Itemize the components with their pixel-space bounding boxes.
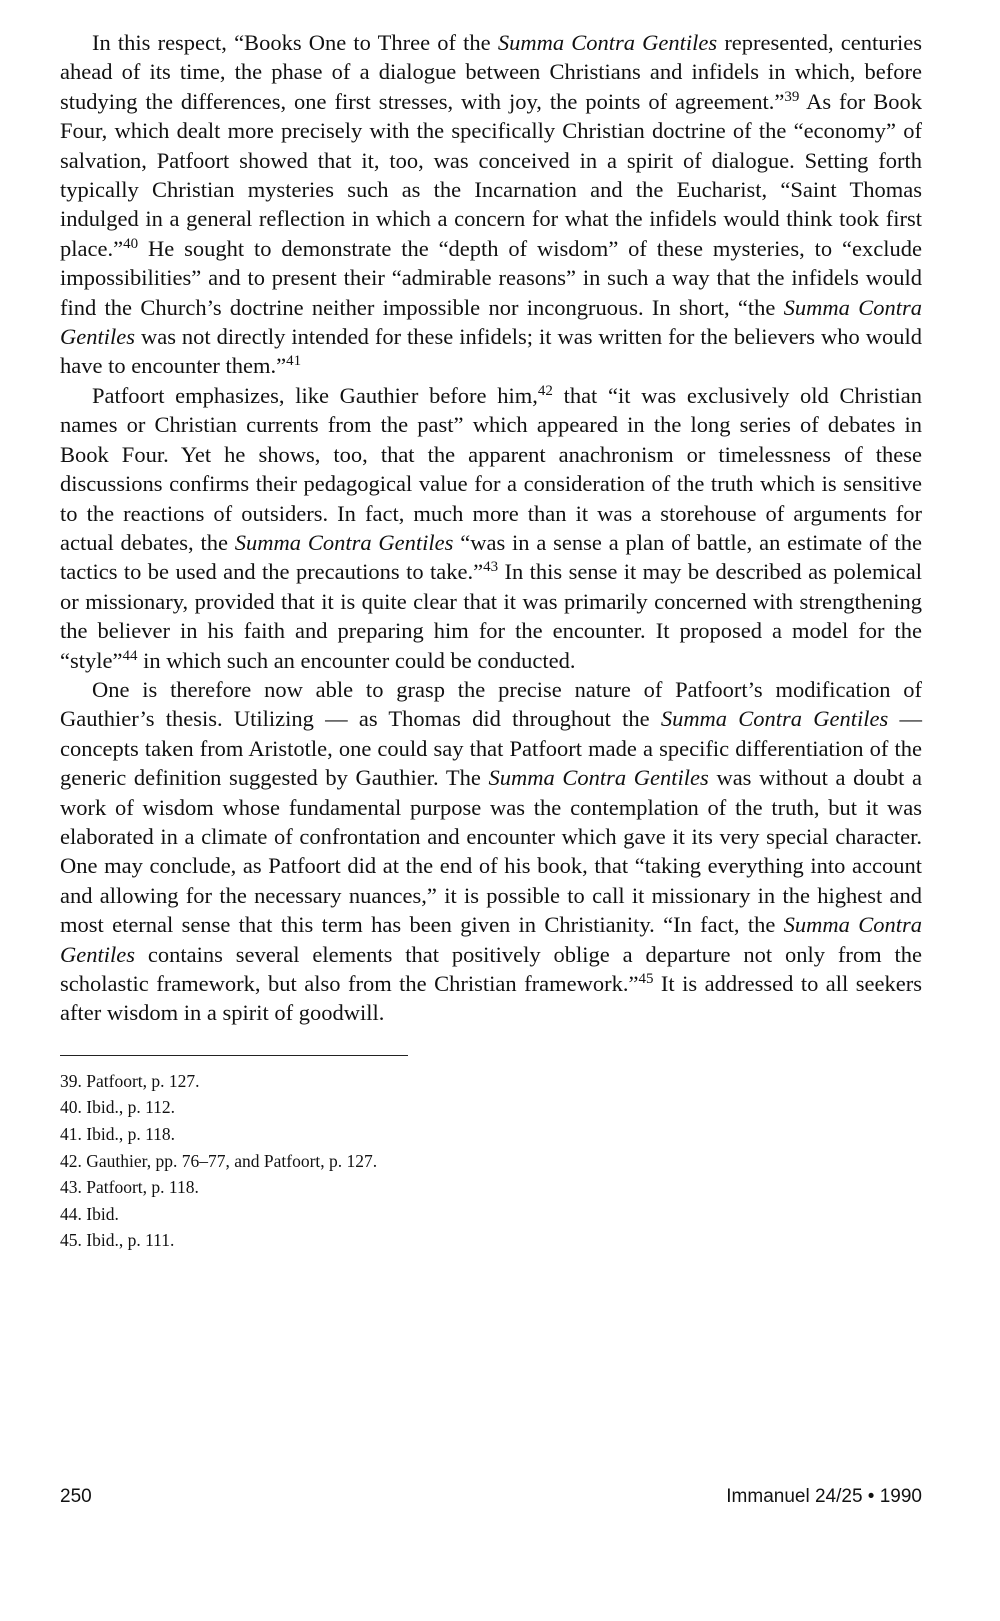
footnote-ref: 44 [122,647,138,664]
footnote-ref: 45 [638,971,654,987]
footnotes [60,1068,922,1254]
text-run: that “it was exclusively old Christian names or Christian currents from the past” which appeared in the long series of debates in Book Four. Yet he shows, too, that the apparent anachronism or timelessness of these discussions confirms their pedagogical value for a consideration of the truth which is sensitive to the reactions of outsiders. In fact, much more than it was a storehouse of arguments for actual debates, the [60,382,923,555]
footnote-ref: 41 [286,353,302,370]
text-run: As for Book Four, which dealt more precisely with the specifically Christian doctrine of the “economy” of salvation, Patfoort showed that it, too, was conceived in a spirit of dialogue. Setting forth typically Christian mysteries such as the Incarnation and the Eucharist, “Saint Thomas indulged in a general reflection in which a concern for what the infidels would think took first place.” [60,88,922,261]
body-paragraph-1 [60,28,922,381]
footnote-45: 45. Ibid., p. 111. [60,1230,175,1251]
text-run: represented, centuries ahead of its time, the phase of a dialogue between Christians and infidels in which, before studying the differences, one first stresses, with joy, the points of agreement.” [60,30,923,114]
footnote-39: 39. Patfoort, p. 127. [60,1070,200,1091]
text-run: In this sense it may be described as polemical or missionary, provided that it is quite clear that it was primarily concerned with strengthening the believer in his faith and preparing him for the encounter. It proposed a model for the “style” [60,559,922,673]
text-run: In this respect, “Books One to Three of the [92,30,498,55]
text-run: It is addressed to all seekers after wisdom in a spirit of goodwill. [60,971,922,1026]
title-italic: Summa Contra Gentiles [497,30,718,55]
text-run: was not directly intended for these infidels; it was written for the believers who would have to encounter them.” [60,324,922,379]
text-run: “was in a sense a plan of battle, an estimate of the tactics to be used and the precautions to take.” [60,529,922,585]
footnote-42: 42. Gauthier, pp. 76–77, and Patfoort, p. 127. [60,1150,378,1171]
page-content [60,28,922,1254]
footnote-41: 41. Ibid., p. 118. [60,1124,176,1144]
footnote-ref: 40 [123,235,139,252]
title-italic: Summa Contra Gentiles [234,529,454,555]
title-italic: Summa Contra Gentiles [60,912,922,967]
footnote-divider [60,1055,408,1056]
text-run: — concepts taken from Aristotle, one could say that Patfoort made a specific differentiation of the generic definition suggested by Gauthier. The [60,706,922,791]
text-run: contains several elements that positively oblige a departure not only from the scholastic framework, but also from the Christian framework.” [60,941,922,996]
text-run: One is therefore now able to grasp the precise nature of Patfoort’s modification of Gauthier’s thesis. Utilizing — as Thomas did throughout the [60,676,922,732]
title-italic: Summa Contra Gentiles [60,294,922,350]
title-italic: Summa Contra Gentiles [488,765,709,791]
text-run: was without a doubt a work of wisdom whose fundamental purpose was the contemplation of the truth, but it was elaborated in a climate of confrontation and encounter which gave it its very special character. One may conclude, as Patfoort did at the end of his book, that “taking everything into account and allowing for the necessary nuances,” it is possible to call it missionary in the highest and most eternal sense that this term has been given in Christianity. “In fact, the [60,765,923,938]
text-run: He sought to demonstrate the “depth of wisdom” of these mysteries, to “exclude impossibilities” and to present their “admirable reasons” in such a way that the infidels would find the Church’s doctrine neither impossible nor incongruous. In short, “the [60,235,922,320]
text-run: Patfoort emphasizes, like Gauthier before him, [92,382,538,408]
footnote-ref: 42 [537,382,553,399]
body-paragraph-3 [60,675,922,1028]
footnote-43: 43. Patfoort, p. 118. [60,1177,199,1198]
title-italic: Summa Contra Gentiles [660,706,889,732]
footnote-40: 40. Ibid., p. 112. [60,1097,176,1118]
page-footer [60,1486,922,1508]
footnote-44: 44. Ibid. [60,1203,119,1224]
body-paragraph-2 [60,381,922,675]
footnote-ref: 43 [483,559,499,576]
text-run: in which such an encounter could be conducted. [137,647,576,673]
journal-citation: Immanuel 24/25 • 1990 [726,1486,922,1507]
footnote-ref: 39 [784,88,800,105]
page-number: 250 [60,1486,92,1507]
